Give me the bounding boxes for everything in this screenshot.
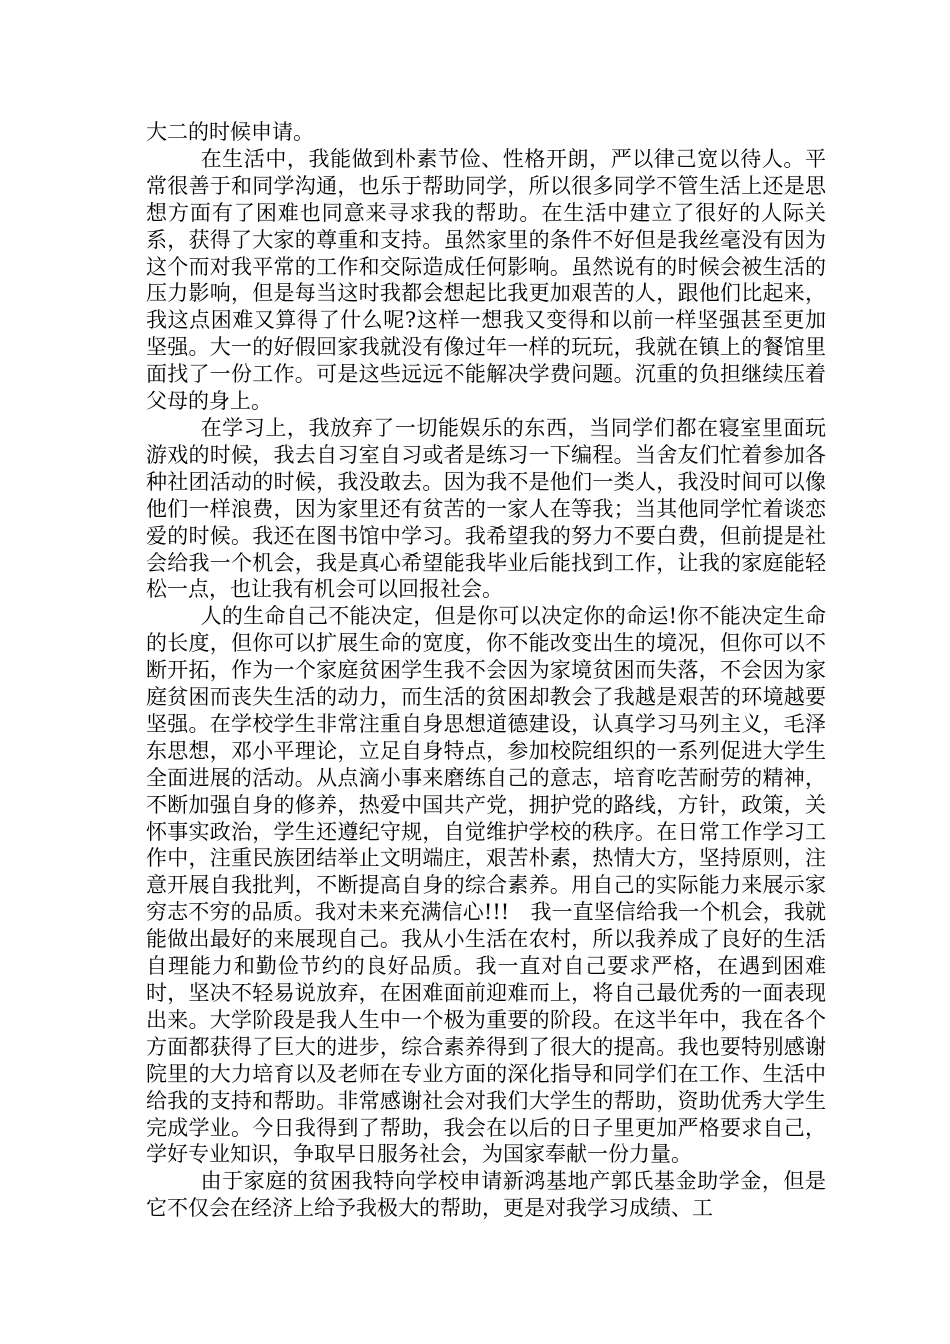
paragraph: 在生活中，我能做到朴素节俭、性格开朗，严以律己宽以待人。平常很善于和同学沟通，也乐于帮助同学，所以很多同学不管生活上还是思想方面有了困难也同意来寻求我的帮助。在生活中建立了很好的人际关系，获得了大家的尊重和支持。虽然家里的条件不好但是我丝毫没有因为这个而对我平常的工作和交际造成任何影响。虽然说有的时候会被生活的压力影响，但是每当这时我都会想起比我更加艰苦的人，跟他们比起来，我这点困难又算得了什么呢?这样一想我又变得和以前一样坚强甚至更加坚强。大一的好假回家我就没有像过年一样的玩玩，我就在镇上的餐馆里面找了一份工作。可是这些远远不能解决学费问题。沉重的负担继续压着父母的身上。 [146, 146, 826, 414]
paragraph: 大二的时候申请。 [146, 120, 314, 144]
paragraph: 人的生命自己不能决定，但是你可以决定你的命运!你不能决定生命的长度，但你可以扩展生命的宽度，你不能改变出生的境况，但你可以不断开拓，作为一个家庭贫困学生我不会因为家境贫困而失落，不会因为家庭贫困而丧失生活的动力，而生活的贫困却教会了我越是艰苦的环境越要坚强。在学校学生非常注重自身思想道德建设，认真学习马列主义，毛泽东思想，邓小平理论，立足自身特点，参加校院组织的一系列促进大学生全面进展的活动。从点滴小事来磨练自己的意志，培育吃苦耐劳的精神，不断加强自身的修养，热爱中国共产党，拥护党的路线，方针，政策，关怀事实政治，学生还遵纪守规，自觉维护学校的秩序。在日常工作学习工作中，注重民族团结举止文明端庄，艰苦朴素，热情大方，坚持原则，注意开展自我批判，不断提高自身的综合素养。用自己的实际能力来展示家穷志不穷的品质。我对未来充满信心!!! 我一直坚信给我一个机会，我就能做出最好的来展现自己。我从小生活在农村，所以我养成了良好的生活自理能力和勤俭节约的良好品质。我一直对自己要求严格，在遇到困难时，坚决不轻易说放弃，在困难面前迎难而上，将自己最优秀的一面表现出来。大学阶段是我人生中一个极为重要的阶段。在这半年中，我在各个方面都获得了巨大的进步，综合素养得到了很大的提高。我也要特别感谢院里的大力培育以及老师在专业方面的深化指导和同学们在工作、生活中给我的支持和帮助。非常感谢社会对我们大学生的帮助，资助优秀大学生完成学业。今日我得到了帮助，我会在以后的日子里更加严格要求自己，学好专业知识，争取早日服务社会，为国家奉献一份力量。 [146, 604, 826, 1167]
paragraph: 在学习上，我放弃了一切能娱乐的东西，当同学们都在寝室里面玩游戏的时候，我去自习室自习或者是练习一下编程。当舍友们忙着参加各种社团活动的时候，我没敢去。因为我不是他们一类人，我没时间可以像他们一样浪费，因为家里还有贫苦的一家人在等我；当其他同学忙着谈恋爱的时候。我还在图书馆中学习。我希望我的努力不要白费，但前提是社会给我一个机会，我是真心希望能我毕业后能找到工作，让我的家庭能轻松一点，也让我有机会可以回报社会。 [146, 415, 826, 602]
document-page [146, 119, 826, 1222]
paragraph: 由于家庭的贫困我特向学校申请新鸿基地产郭氏基金助学金，但是它不仅会在经济上给予我极大的帮助，更是对我学习成绩、工 [146, 1169, 826, 1221]
